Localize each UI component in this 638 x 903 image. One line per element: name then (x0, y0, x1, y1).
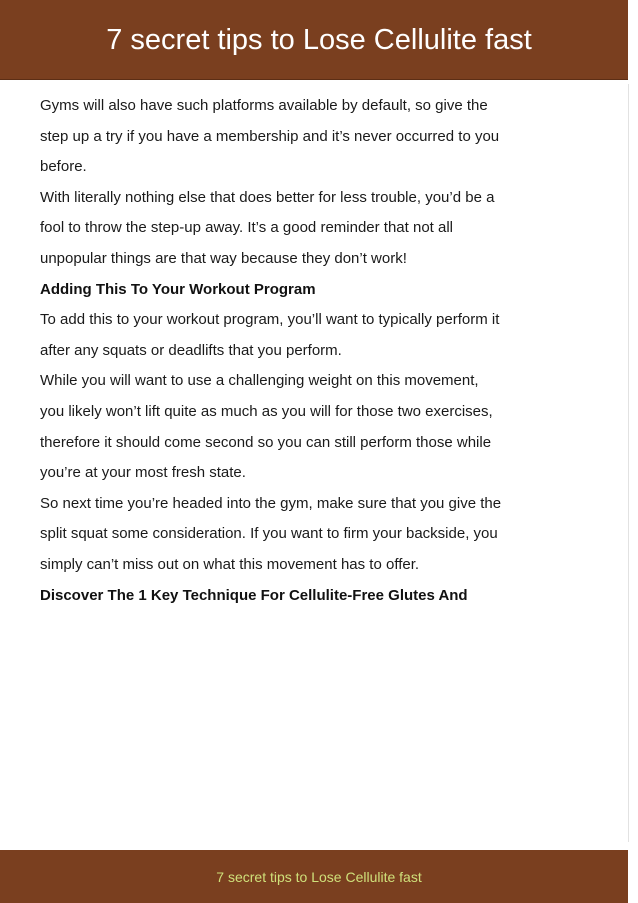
paragraph-line: you likely won’t lift quite as much as you will for those two exercises, (40, 402, 493, 420)
paragraph-line: you’re at your most fresh state. (40, 464, 246, 482)
page-footer-band (0, 850, 628, 903)
paragraph-line: after any squats or deadlifts that you perform. (40, 341, 342, 359)
document-body (40, 92, 625, 612)
paragraph-line: fool to throw the step-up away. It’s a good reminder that not all (40, 219, 454, 237)
paragraph-line: simply can’t miss out on what this movement has to offer. (40, 555, 420, 573)
page-title: 7 secret tips to Lose Cellulite fast (106, 24, 532, 56)
paragraph-line: unpopular things are that way because they don’t work! (40, 249, 407, 267)
paragraph-line: While you will want to use a challenging weight on this movement, (40, 372, 479, 390)
page-header-band (0, 0, 628, 80)
paragraph-line: With literally nothing else that does better for less trouble, you’d be a (40, 188, 495, 206)
paragraph-line: So next time you’re headed into the gym, make sure that you give the (40, 494, 502, 512)
paragraph-line: split squat some consideration. If you want to firm your backside, you (40, 525, 498, 543)
paragraph-line: therefore it should come second so you can still perform those while (40, 433, 492, 451)
right-margin-rule (628, 84, 629, 842)
footer-title: 7 secret tips to Lose Cellulite fast (216, 869, 422, 885)
paragraph-line: Gyms will also have such platforms available by default, so give the (40, 97, 488, 114)
section-heading: Discover The 1 Key Technique For Cellulite-Free Glutes And (40, 586, 468, 604)
section-heading: Adding This To Your Workout Program (40, 280, 316, 298)
paragraph-line: step up a try if you have a membership and it’s never occurred to you (40, 127, 500, 145)
paragraph-line: To add this to your workout program, you’ll want to typically perform it (40, 311, 500, 329)
paragraph-line: before. (40, 158, 87, 176)
